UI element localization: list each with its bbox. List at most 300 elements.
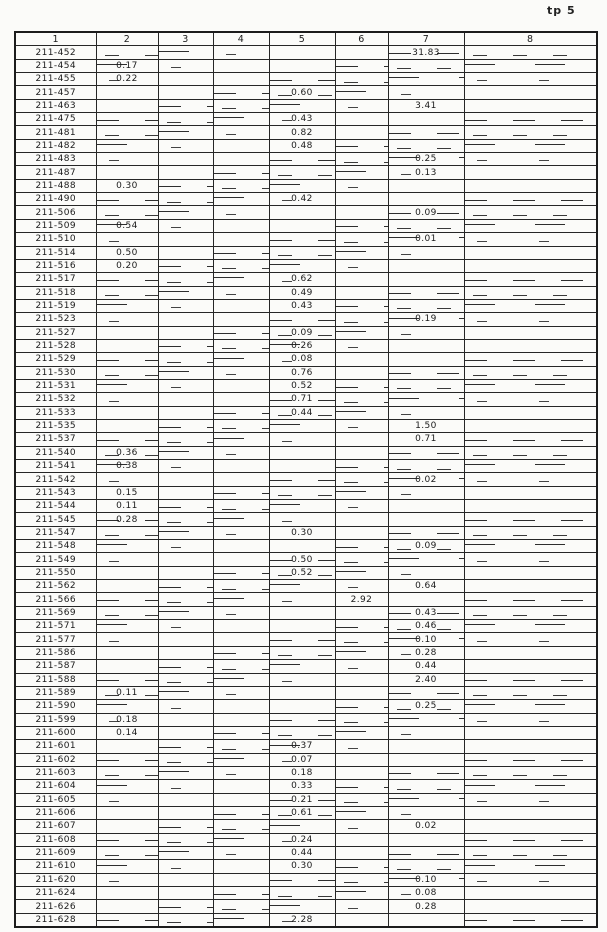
table-row — [15, 59, 597, 72]
cell — [335, 900, 388, 913]
cell — [269, 900, 335, 913]
cell — [464, 113, 597, 126]
column-header: 6 — [335, 32, 388, 46]
cell — [388, 566, 464, 579]
table-row — [15, 606, 597, 619]
row-label: 211-549 — [15, 553, 96, 566]
cell — [335, 780, 388, 793]
cell — [269, 513, 335, 526]
table-row — [15, 73, 597, 86]
cell — [335, 860, 388, 873]
cell — [269, 179, 335, 192]
cell-value: 2.92 — [335, 593, 388, 606]
cell — [213, 740, 269, 753]
cell — [213, 353, 269, 366]
cell — [213, 806, 269, 819]
cell — [464, 419, 597, 432]
cell-value: 0.25 — [388, 700, 464, 713]
cell — [335, 233, 388, 246]
cell — [464, 86, 597, 99]
cell — [158, 366, 213, 379]
cell — [158, 806, 213, 819]
cell — [335, 313, 388, 326]
cell — [96, 700, 158, 713]
cell — [158, 780, 213, 793]
cell — [464, 406, 597, 419]
cell — [388, 366, 464, 379]
cell — [158, 139, 213, 152]
cell-value: 0.60 — [269, 86, 335, 99]
cell — [464, 887, 597, 900]
column-header: 4 — [213, 32, 269, 46]
cell — [158, 86, 213, 99]
cell — [464, 259, 597, 272]
cell — [464, 833, 597, 846]
cell — [269, 153, 335, 166]
cell — [269, 460, 335, 473]
cell — [335, 873, 388, 886]
cell — [335, 206, 388, 219]
cell — [158, 166, 213, 179]
row-label: 211-588 — [15, 673, 96, 686]
cell — [269, 486, 335, 499]
row-label: 211-482 — [15, 139, 96, 152]
cell — [213, 846, 269, 859]
cell-value: 0.01 — [388, 233, 464, 246]
cell — [96, 153, 158, 166]
cell — [388, 179, 464, 192]
cell — [388, 219, 464, 232]
cell — [213, 620, 269, 633]
table-row — [15, 700, 597, 713]
cell — [269, 673, 335, 686]
cell — [158, 446, 213, 459]
cell — [158, 353, 213, 366]
cell-value: 1.50 — [388, 419, 464, 432]
cell — [388, 139, 464, 152]
cell — [213, 660, 269, 673]
cell-value: 0.19 — [388, 313, 464, 326]
cell — [158, 259, 213, 272]
cell — [335, 326, 388, 339]
cell — [158, 513, 213, 526]
cell — [96, 633, 158, 646]
cell-value: 0.82 — [269, 126, 335, 139]
cell — [464, 366, 597, 379]
cell — [269, 726, 335, 739]
cell — [213, 299, 269, 312]
cell — [213, 606, 269, 619]
cell — [158, 393, 213, 406]
table-row — [15, 673, 597, 686]
cell-value: 0.18 — [269, 766, 335, 779]
cell — [213, 553, 269, 566]
row-label: 211-487 — [15, 166, 96, 179]
cell — [388, 286, 464, 299]
cell-value: 0.28 — [96, 513, 158, 526]
table-row — [15, 259, 597, 272]
cell — [213, 259, 269, 272]
header-row — [15, 32, 597, 46]
cell-value: 0.28 — [388, 646, 464, 659]
row-label: 211-604 — [15, 780, 96, 793]
cell — [335, 419, 388, 432]
cell — [158, 59, 213, 72]
cell — [158, 273, 213, 286]
cell — [388, 59, 464, 72]
table-row — [15, 326, 597, 339]
row-label: 211-600 — [15, 726, 96, 739]
cell — [388, 833, 464, 846]
cell — [158, 620, 213, 633]
row-label: 211-528 — [15, 339, 96, 352]
cell — [96, 433, 158, 446]
cell — [464, 633, 597, 646]
cell — [213, 153, 269, 166]
cell — [269, 446, 335, 459]
cell — [335, 126, 388, 139]
cell — [464, 139, 597, 152]
cell-value: 0.02 — [388, 473, 464, 486]
cell — [213, 219, 269, 232]
cell-value: 0.10 — [388, 633, 464, 646]
cell-value: 3.41 — [388, 99, 464, 112]
cell — [158, 193, 213, 206]
row-label: 211-605 — [15, 793, 96, 806]
cell — [213, 339, 269, 352]
table-row — [15, 553, 597, 566]
cell — [464, 126, 597, 139]
cell — [213, 646, 269, 659]
cell — [335, 59, 388, 72]
cell — [96, 406, 158, 419]
cell — [335, 700, 388, 713]
cell — [335, 620, 388, 633]
cell — [158, 486, 213, 499]
cell — [96, 580, 158, 593]
cell-value: 0.36 — [96, 446, 158, 459]
cell — [269, 887, 335, 900]
cell — [335, 166, 388, 179]
cell — [388, 726, 464, 739]
cell — [213, 500, 269, 513]
table-row — [15, 139, 597, 152]
cell — [388, 326, 464, 339]
table-row — [15, 406, 597, 419]
row-label: 211-516 — [15, 259, 96, 272]
cell — [158, 700, 213, 713]
table-row — [15, 686, 597, 699]
row-label: 211-608 — [15, 833, 96, 846]
cell — [158, 379, 213, 392]
cell-value: 0.20 — [96, 259, 158, 272]
cell — [335, 833, 388, 846]
row-label: 211-519 — [15, 299, 96, 312]
cell — [335, 460, 388, 473]
cell-value: 0.08 — [388, 887, 464, 900]
cell — [96, 780, 158, 793]
cell — [158, 820, 213, 833]
cell — [213, 313, 269, 326]
table-row — [15, 86, 597, 99]
cell-value: 0.44 — [269, 846, 335, 859]
row-label: 211-483 — [15, 153, 96, 166]
cell — [269, 219, 335, 232]
cell — [388, 126, 464, 139]
cell — [464, 59, 597, 72]
row-label: 211-566 — [15, 593, 96, 606]
cell — [335, 379, 388, 392]
cell — [464, 673, 597, 686]
cell-value: 0.14 — [96, 726, 158, 739]
table-row — [15, 753, 597, 766]
table-row — [15, 580, 597, 593]
cell — [335, 606, 388, 619]
row-label: 211-587 — [15, 660, 96, 673]
cell — [213, 753, 269, 766]
cell — [213, 166, 269, 179]
cell — [213, 433, 269, 446]
cell — [464, 686, 597, 699]
cell — [96, 233, 158, 246]
table-row — [15, 313, 597, 326]
row-label: 211-562 — [15, 580, 96, 593]
page-number-label: tp 5 — [547, 4, 576, 17]
cell — [158, 713, 213, 726]
cell — [388, 713, 464, 726]
table-header — [15, 32, 597, 46]
cell — [388, 379, 464, 392]
cell — [464, 873, 597, 886]
table-row — [15, 900, 597, 913]
cell — [213, 193, 269, 206]
cell-value: 0.18 — [96, 713, 158, 726]
cell-value: 0.64 — [388, 580, 464, 593]
row-label: 211-532 — [15, 393, 96, 406]
cell-value: 0.28 — [388, 900, 464, 913]
cell — [213, 780, 269, 793]
cell — [213, 713, 269, 726]
cell-value: 0.24 — [269, 833, 335, 846]
cell — [335, 86, 388, 99]
cell — [158, 299, 213, 312]
cell — [158, 419, 213, 432]
cell — [96, 326, 158, 339]
row-label: 211-510 — [15, 233, 96, 246]
cell — [158, 846, 213, 859]
table-row — [15, 99, 597, 112]
cell — [464, 313, 597, 326]
cell — [335, 513, 388, 526]
table-row — [15, 273, 597, 286]
cell-value: 0.26 — [269, 339, 335, 352]
row-label: 211-544 — [15, 500, 96, 513]
row-label: 211-531 — [15, 379, 96, 392]
cell — [96, 353, 158, 366]
cell — [158, 887, 213, 900]
cell — [213, 486, 269, 499]
cell — [335, 580, 388, 593]
cell — [464, 593, 597, 606]
cell — [96, 299, 158, 312]
cell-value: 0.07 — [269, 753, 335, 766]
cell — [158, 860, 213, 873]
cell-value: 0.30 — [96, 179, 158, 192]
cell — [158, 233, 213, 246]
cell — [388, 460, 464, 473]
cell — [464, 753, 597, 766]
cell — [464, 820, 597, 833]
cell-value: 0.50 — [96, 246, 158, 259]
row-label: 211-603 — [15, 766, 96, 779]
cell — [213, 46, 269, 59]
cell-value: 0.44 — [269, 406, 335, 419]
cell — [96, 473, 158, 486]
cell — [335, 113, 388, 126]
table-row — [15, 126, 597, 139]
cell — [96, 286, 158, 299]
cell — [213, 419, 269, 432]
cell — [388, 793, 464, 806]
cell — [213, 246, 269, 259]
cell — [213, 460, 269, 473]
cell-value: 0.33 — [269, 780, 335, 793]
cell — [269, 473, 335, 486]
cell — [158, 126, 213, 139]
cell — [388, 339, 464, 352]
row-label: 211-523 — [15, 313, 96, 326]
cell — [213, 913, 269, 927]
cell-value: 2.28 — [269, 913, 335, 927]
cell — [269, 500, 335, 513]
column-header: 5 — [269, 32, 335, 46]
cell — [158, 326, 213, 339]
cell — [464, 179, 597, 192]
table-row — [15, 286, 597, 299]
cell — [335, 153, 388, 166]
row-label: 211-586 — [15, 646, 96, 659]
row-label: 211-527 — [15, 326, 96, 339]
cell-value: 0.61 — [269, 806, 335, 819]
cell — [213, 326, 269, 339]
cell-value: 0.09 — [388, 540, 464, 553]
cell — [464, 206, 597, 219]
cell — [335, 286, 388, 299]
row-label: 211-589 — [15, 686, 96, 699]
cell-value: 31.83 — [388, 46, 464, 59]
cell — [158, 206, 213, 219]
cell — [335, 887, 388, 900]
cell — [213, 473, 269, 486]
cell — [464, 606, 597, 619]
cell — [388, 273, 464, 286]
cell-value: 0.71 — [388, 433, 464, 446]
table-row — [15, 793, 597, 806]
cell — [213, 726, 269, 739]
row-label: 211-550 — [15, 566, 96, 579]
cell-value: 0.09 — [388, 206, 464, 219]
cell — [158, 660, 213, 673]
cell-value: 0.15 — [96, 486, 158, 499]
cell — [269, 99, 335, 112]
cell — [96, 206, 158, 219]
cell-value: 0.38 — [96, 460, 158, 473]
cell — [388, 299, 464, 312]
cell — [158, 473, 213, 486]
row-label: 211-530 — [15, 366, 96, 379]
row-label: 211-514 — [15, 246, 96, 259]
column-header: 3 — [158, 32, 213, 46]
cell — [269, 700, 335, 713]
cell — [269, 686, 335, 699]
cell — [96, 646, 158, 659]
cell — [269, 580, 335, 593]
cell — [464, 446, 597, 459]
cell — [388, 740, 464, 753]
cell — [213, 820, 269, 833]
cell — [464, 339, 597, 352]
cell — [335, 553, 388, 566]
cell-value: 0.30 — [269, 860, 335, 873]
cell — [464, 700, 597, 713]
cell — [96, 273, 158, 286]
cell — [464, 793, 597, 806]
cell — [96, 766, 158, 779]
cell — [464, 379, 597, 392]
cell — [158, 46, 213, 59]
cell — [464, 620, 597, 633]
cell — [335, 846, 388, 859]
cell — [158, 500, 213, 513]
table-row — [15, 206, 597, 219]
cell — [335, 393, 388, 406]
cell — [213, 526, 269, 539]
cell — [464, 273, 597, 286]
cell — [96, 99, 158, 112]
table-row — [15, 393, 597, 406]
row-label: 211-571 — [15, 620, 96, 633]
cell — [158, 153, 213, 166]
table-row — [15, 379, 597, 392]
cell — [464, 153, 597, 166]
table-row — [15, 833, 597, 846]
cell — [96, 820, 158, 833]
table-row — [15, 566, 597, 579]
table-row — [15, 299, 597, 312]
cell — [269, 259, 335, 272]
cell — [464, 393, 597, 406]
row-label: 211-590 — [15, 700, 96, 713]
row-label: 211-518 — [15, 286, 96, 299]
cell — [335, 139, 388, 152]
cell — [335, 673, 388, 686]
cell — [158, 766, 213, 779]
cell — [269, 206, 335, 219]
row-label: 211-577 — [15, 633, 96, 646]
cell — [213, 540, 269, 553]
cell — [213, 566, 269, 579]
row-label: 211-529 — [15, 353, 96, 366]
cell-value: 0.17 — [96, 59, 158, 72]
table-row — [15, 646, 597, 659]
cell — [388, 486, 464, 499]
row-label: 211-599 — [15, 713, 96, 726]
table-row — [15, 887, 597, 900]
cell — [213, 513, 269, 526]
cell — [464, 500, 597, 513]
cell-value: 0.71 — [269, 393, 335, 406]
cell — [335, 46, 388, 59]
